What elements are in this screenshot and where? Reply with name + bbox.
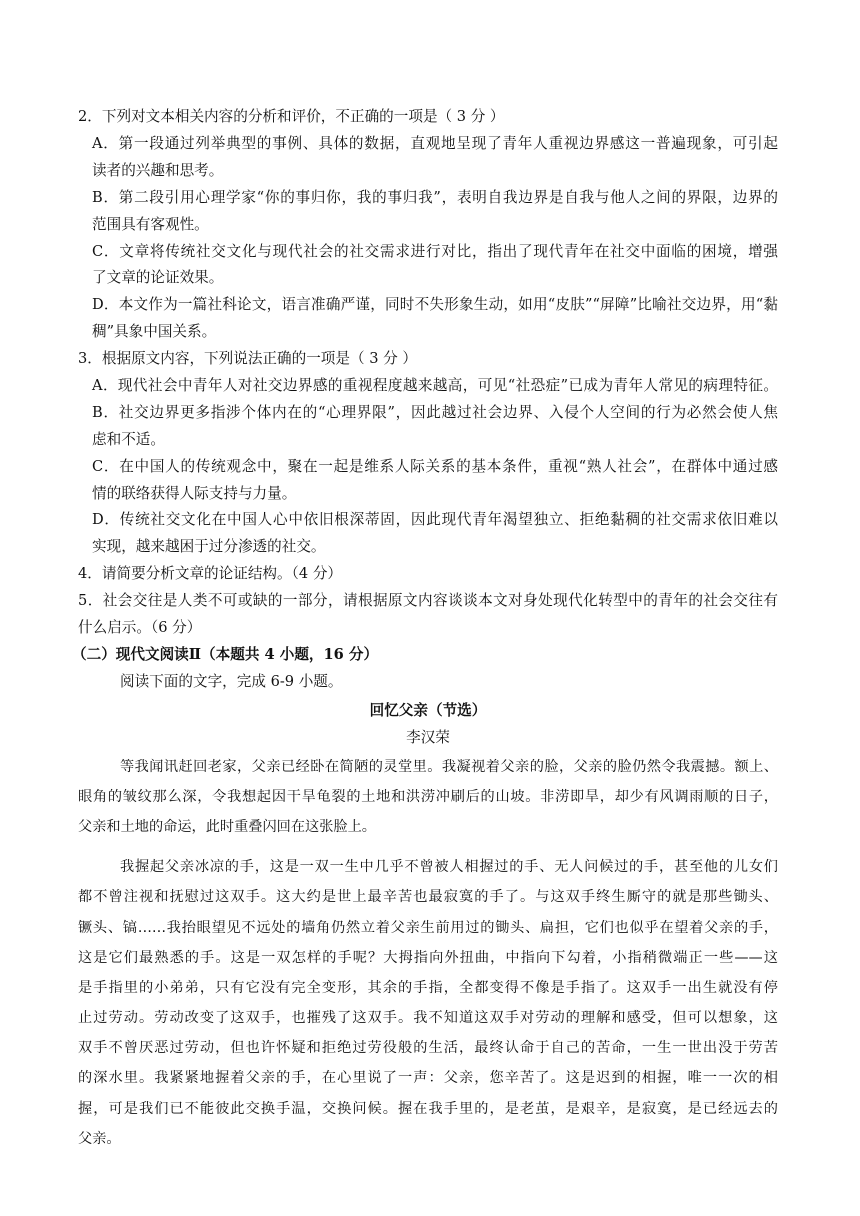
q2-option-a-line1: A．第一段通过列举典型的事例、具体的数据，直观地呈现了青年人重视边界感这一普遍现象，可引起	[92, 134, 778, 152]
paragraph-line: 的深水里。我紧紧地握着父亲的手，在心里说了一声：父亲，您辛苦了。这是迟到的相握，唯一一次的相	[78, 1070, 778, 1087]
paragraph-line: 是手指里的小弟弟，只有它没有完全变形，其余的手指，全都变得不像是手指了。这双手一出生就没有停	[78, 979, 778, 996]
paragraph-line: 我握起父亲冰凉的手，这是一双一生中几乎不曾被人相握过的手、无人问候过的手，甚至他的儿女们	[120, 859, 778, 876]
paragraph-line: 这是它们最熟悉的手。这是一双怎样的手呢？大拇指向外扭曲，中指向下勾着，小指稍微端正一些——这	[78, 949, 778, 966]
question-5-line2: 什么启示。（6 分）	[78, 619, 202, 637]
paragraph-line: 父亲。	[78, 1130, 121, 1147]
q2-option-c-line2: 了文章的论证效果。	[92, 269, 224, 287]
q3-option-d-line1: D．传统社交文化在中国人心中依旧根深蒂固，因此现代青年渴望独立、拒绝黏稠的社交需求依旧难以	[92, 511, 778, 529]
question-2-stem: 2．下列对文本相关内容的分析和评价，不正确的一项是（ 3 分 ）	[78, 108, 505, 125]
passage-title: 回忆父亲（节选）	[369, 701, 487, 719]
q2-option-d-line2: 稠”具象中国关系。	[92, 323, 217, 341]
q2-option-b-line2: 范围具有客观性。	[92, 215, 209, 233]
paragraph-line: 眼角的皱纹那么深，令我想起因干旱龟裂的土地和洪涝冲刷后的山坡。非涝即旱，却少有风调雨顺的日子，	[78, 788, 778, 805]
q3-option-a-line1: A．现代社会中青年人对社交边界感的重视程度越来越高，可见“社恐症”已成为青年人常见的病理特征。	[92, 377, 778, 394]
q3-option-d-line2: 实现，越来越困于过分渗透的社交。	[92, 538, 326, 556]
section-heading: （二）现代文阅读Ⅱ（本题共 4 小题，16 分）	[72, 645, 379, 663]
paragraph-line: 镢头、镐……我抬眼望见不远处的墙角仍然立着父亲生前用过的锄头、扁担，它们也似乎在望着父亲的手，	[78, 919, 778, 936]
passage-paragraph-2	[78, 852, 778, 1154]
q2-option-b-line1: B．第二段引用心理学家“你的事归你，我的事归我”，表明自我边界是自我与他人之间的界限，边界的	[92, 188, 778, 206]
question-5-line1: 5．社会交往是人类不可或缺的一部分，请根据原文内容谈谈本文对身处现代化转型中的青年的社会交往有	[78, 592, 778, 610]
paragraph-line: 等我闻讯赶回老家，父亲已经卧在简陋的灵堂里。我凝视着父亲的脸，父亲的脸仍然令我震撼。额上、	[120, 758, 778, 775]
q2-option-a-line2: 读者的兴趣和思考。	[92, 161, 224, 179]
q3-option-c-line2: 情的联络获得人际支持与力量。	[92, 484, 297, 502]
paragraph-line: 父亲和土地的命运，此时重叠闪回在这张脸上。	[78, 818, 376, 835]
paragraph-line: 双手不曾厌恶过劳动，但也许怀疑和拒绝过劳役般的生活，最终认命于自己的苦命，一生一世出没于劳苦	[78, 1040, 778, 1057]
q2-option-c-line1: C．文章将传统社交文化与现代社会的社交需求进行对比，指出了现代青年在社交中面临的困境，增强	[92, 242, 778, 260]
paragraph-gap	[78, 842, 778, 852]
paragraph-line: 握，可是我们已不能彼此交换手温，交换问候。握在我手里的，是老茧，是艰辛，是寂寞，是已经远去的	[78, 1100, 778, 1117]
q2-option-d-line1: D．本文作为一篇社科论文，语言准确严谨，同时不失形象生动，如用“皮肤”“屏障”比喻社交边界，用“黏	[92, 296, 778, 314]
question-3-stem: 3．根据原文内容，下列说法正确的一项是（ 3 分 ）	[78, 350, 417, 368]
paragraph-line: 都不曾注视和抚慰过这双手。这大约是世上最辛苦也最寂寞的手了。与这双手终生厮守的就是那些锄头、	[78, 889, 778, 906]
passage-body	[78, 752, 778, 1154]
question-4: 4．请简要分析文章的论证结构。（4 分）	[78, 565, 343, 583]
q3-option-c-line1: C．在中国人的传统观念中，聚在一起是维系人际关系的基本条件，重视“熟人社会”，在群体中通过感	[92, 457, 778, 475]
section-instruction: 阅读下面的文字，完成 6-9 小题。	[120, 672, 343, 690]
paragraph-line: 止过劳动。劳动改变了这双手，也摧残了这双手。我不知道这双手对劳动的理解和感受，但可以想象，这	[78, 1010, 778, 1027]
q3-option-b-line1: B．社交边界更多指涉个体内在的“心理界限”，因此越过社会边界、入侵个人空间的行为必然会使人焦	[92, 403, 778, 421]
exam-page	[72, 104, 778, 1154]
passage-paragraph-1	[78, 752, 778, 843]
passage-author: 李汉荣	[406, 728, 450, 746]
q3-option-b-line2: 虑和不适。	[92, 430, 165, 448]
